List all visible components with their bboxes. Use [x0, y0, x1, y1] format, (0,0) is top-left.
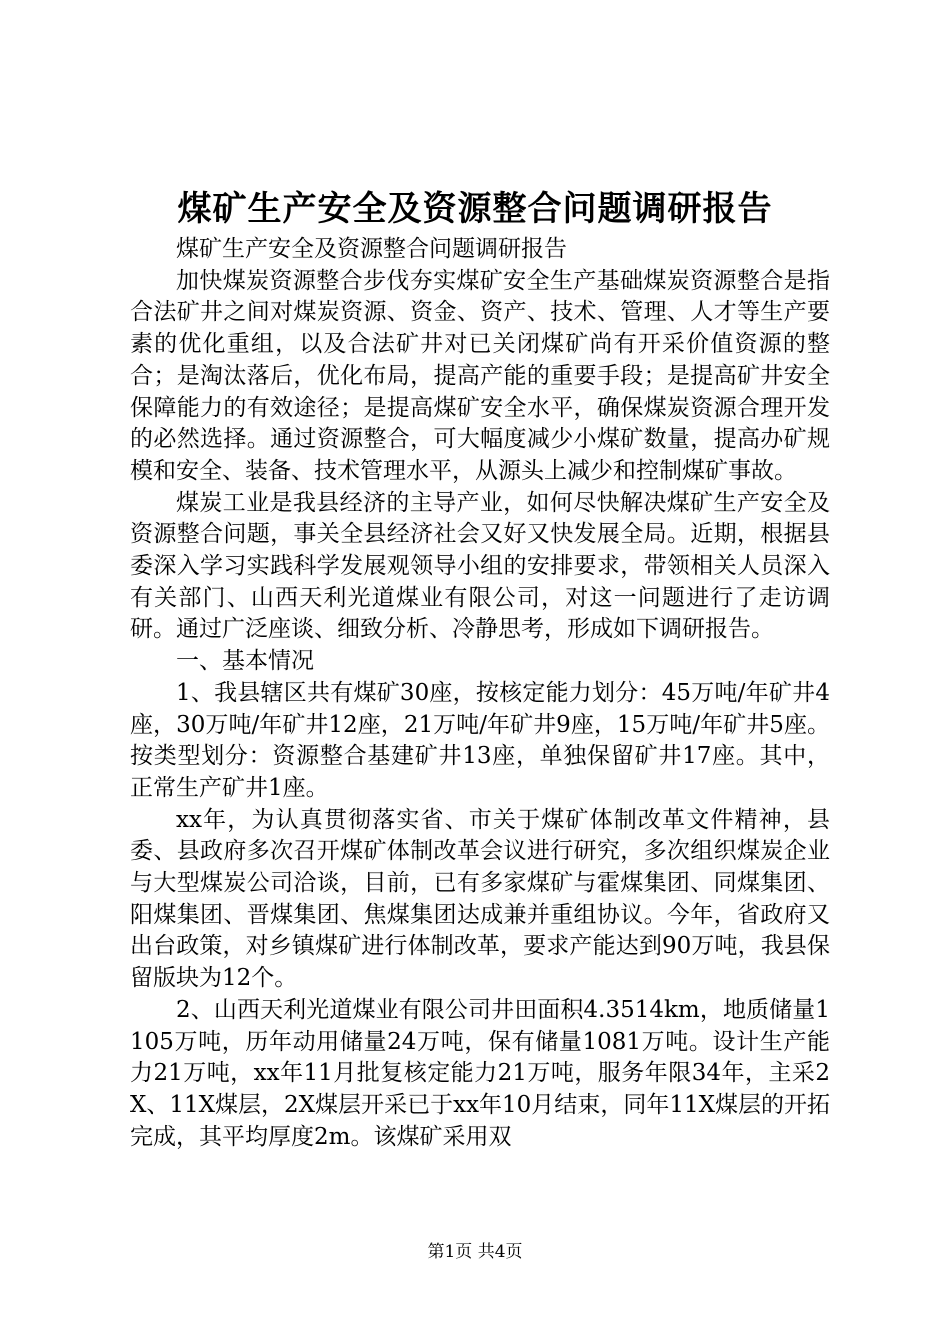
paragraph-subtitle: 煤矿生产安全及资源整合问题调研报告	[176, 236, 567, 262]
section-heading-basic-situation: 一、基本情况	[176, 648, 314, 675]
paragraph-background: 煤炭工业是我县经济的主导产业，如何尽快解决煤矿生产安全及资源整合问题，事关全县经济社会又好又快发展全局。近期，根据县委深入学习实践科学发展观领导小组的安排要求，带领相关人员深入有关部门、山西天利光道煤业有限公司，对这一问题进行了走访调研。通过广泛座谈、细致分析、冷静思考，形成如下调研报告。	[130, 489, 830, 643]
document-title: 煤矿生产安全及资源整合问题调研报告	[177, 189, 773, 229]
paragraph-reform: xx年，为认真贯彻落实省、市关于煤矿体制改革文件精神，县委、县政府多次召开煤矿体制改革会议进行研究，多次组织煤炭企业与大型煤炭公司洽谈，目前，已有多家煤矿与霍煤集团、同煤集团、阳煤集团、晋煤集团、焦煤集团达成兼并重组协议。今年，省政府又出台政策，对乡镇煤矿进行体制改革，要求产能达到90万吨，我县保留版块为12个。	[130, 806, 830, 992]
page-footer: 第1页 共4页	[427, 1242, 523, 1262]
document-body	[130, 234, 830, 1153]
paragraph-intro: 加快煤炭资源整合步伐夯实煤矿安全生产基础煤炭资源整合是指合法矿井之间对煤炭资源、资金、资产、技术、管理、人才等生产要素的优化重组，以及合法矿井对已关闭煤矿尚有开采价值资源的整合；是淘汰落后，优化布局，提高产能的重要手段；是提高矿井安全保障能力的有效途径；是提高煤矿安全水平，确保煤炭资源合理开发的必然选择。通过资源整合，可大幅度减少小煤矿数量，提高办矿规模和安全、装备、技术管理水平，从源头上减少和控制煤矿事故。	[130, 267, 830, 484]
paragraph-item-1: 1、我县辖区共有煤矿30座，按核定能力划分：45万吨/年矿井4座，30万吨/年矿井12座，21万吨/年矿井9座，15万吨/年矿井5座。按类型划分：资源整合基建矿井13座，单独保留矿井17座。其中，正常生产矿井1座。	[130, 679, 830, 801]
paragraph-item-2: 2、山西天利光道煤业有限公司井田面积4.3514km，地质储量1105万吨，历年动用储量24万吨，保有储量1081万吨。设计生产能力21万吨，xx年11月批复核定能力21万吨，服务年限34年，主采2X、11X煤层，2X煤层开采已于xx年10月结束，同年11X煤层的开拓完成，其平均厚度2m。该煤矿采用双	[130, 996, 830, 1150]
